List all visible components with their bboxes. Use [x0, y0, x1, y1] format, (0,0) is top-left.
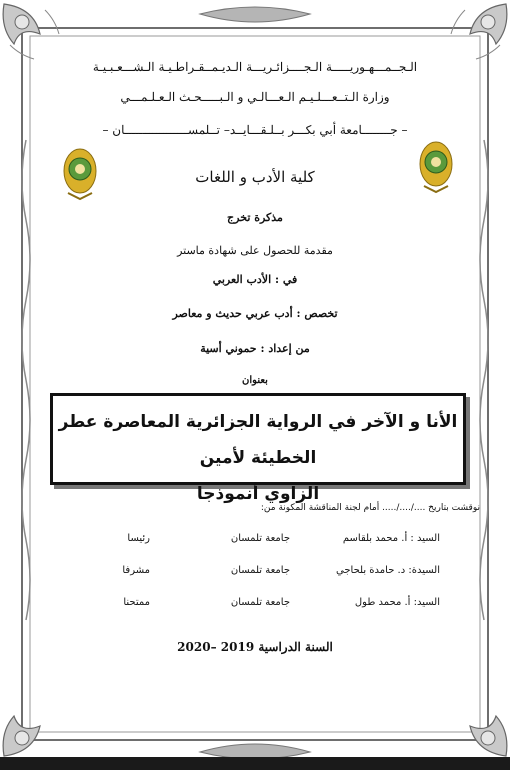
jury-row — [60, 565, 440, 585]
thesis-title-line-1: الأنا و الآخر في الرواية الجزائرية المعاصرة عطر الخطيئة لأمين — [58, 412, 458, 468]
thesis-title-box — [50, 393, 466, 504]
jury-row — [60, 533, 440, 553]
thesis-specialty: تخصص : أدب عربي حديث و معاصر — [172, 307, 338, 320]
floral-corner-icon — [440, 690, 510, 760]
jury-institution: جامعة تلمسان — [230, 597, 290, 608]
thesis-field: في : الأدب العربي — [212, 273, 298, 286]
jury-role: رئيسا — [127, 533, 150, 544]
jury-role: مشرفا — [122, 565, 150, 576]
title-label: بعنوان — [242, 375, 268, 386]
thesis-type: مذكرة تخرج — [227, 211, 283, 224]
republic-heading: الـجــمـــهـوريـــــة الـجــــزائـريـــة الـديـمــقـراطـيـة الـشـــعـبـيـة — [92, 60, 418, 74]
university-heading: – جــــــــامعة أبي بكـــر بــلـقـــايــد– تــلمســــــــــــــــــان – — [102, 123, 408, 137]
bottom-bar — [0, 757, 510, 770]
jury-role: ممتحنا — [123, 597, 150, 608]
thesis-title — [53, 396, 463, 512]
jury-name: السيد : أ. محمد بلقاسم — [342, 533, 440, 544]
academic-year: السنة الدراسية 2019 –2020 — [177, 640, 333, 654]
floral-corner-icon — [0, 690, 70, 760]
jury-name: السيدة: د. حامدة بلحاجي — [336, 565, 440, 576]
defense-intro: نوقشت بتاريخ ..../..../..... أمام لجنة المناقشة المكونة من: — [260, 503, 480, 513]
thesis-author: من إعداد : حموني أسية — [200, 342, 310, 355]
jury-name: السيد: أ. محمد طول — [354, 597, 440, 608]
ministry-heading: وزارة الـتــعـــلـيـم الـعـــالـي و الـبـــــحـث الـعـلـمـــي — [120, 90, 390, 104]
jury-institution: جامعة تلمسان — [230, 565, 290, 576]
thesis-purpose: مقدمة للحصول على شهادة ماستر — [177, 244, 333, 257]
jury-institution: جامعة تلمسان — [230, 533, 290, 544]
jury-row — [60, 597, 440, 617]
thesis-title-line-2: الزاوي أنموذجا — [196, 484, 320, 504]
faculty-heading: كلية الأدب و اللغات — [195, 168, 315, 186]
